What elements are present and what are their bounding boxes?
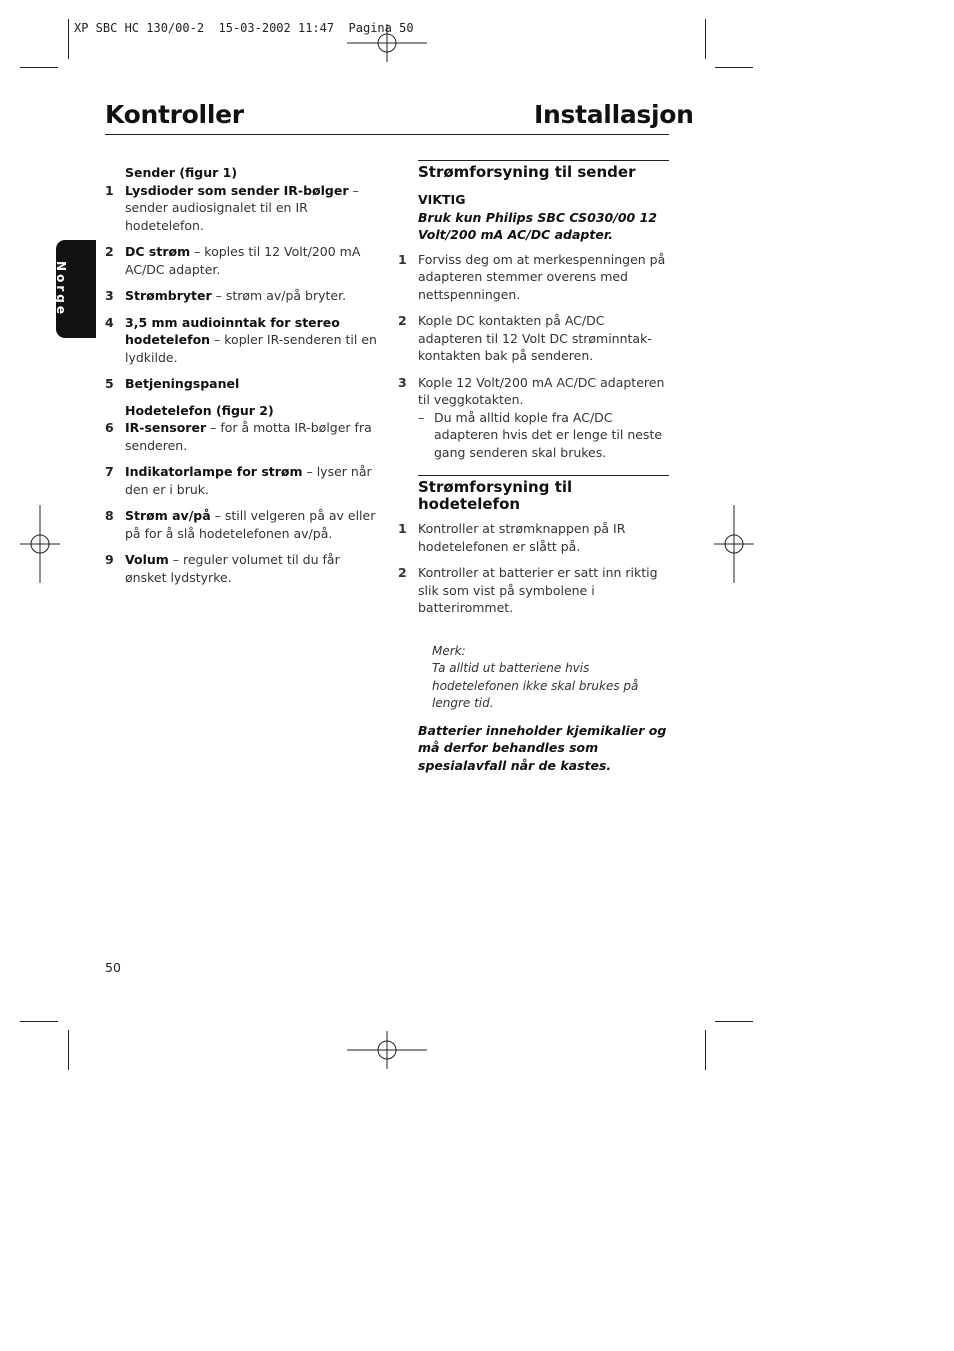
item-text: – for å motta IR-bølger fra senderen. xyxy=(125,420,372,453)
item-text: – strøm av/på bryter. xyxy=(211,288,347,303)
registration-mark-icon xyxy=(347,24,427,62)
item-term: DC strøm xyxy=(125,244,191,259)
warning-text: Batterier inneholder kjemikalier og må derfor behandles som spesialavfall når de kastes. xyxy=(418,722,667,773)
item-text: Kople 12 Volt/200 mA AC/DC adapteren til veggkotakten. xyxy=(418,374,665,407)
item-number: 1 xyxy=(398,251,407,267)
item-term: 3,5 mm audioinntak for stereo hodetelefon xyxy=(125,314,340,347)
crop-mark xyxy=(20,1021,58,1022)
item-term: Betjeningspanel xyxy=(125,376,240,391)
item-term: Lysdioder som sender IR-bølger xyxy=(125,182,349,198)
item-text: – reguler volumet til du får ønsket lydstyrke. xyxy=(125,552,340,585)
left-page-title: Kontroller xyxy=(105,100,244,129)
item-term: Volum xyxy=(125,552,169,567)
item-text: – sender audiosignalet til en IR hodetelefon. xyxy=(125,182,359,233)
item-number: 9 xyxy=(105,552,114,567)
crop-mark xyxy=(20,67,58,68)
item-term: Indikatorlampe for strøm xyxy=(125,464,303,479)
list-item xyxy=(105,375,385,393)
list-item xyxy=(105,287,385,305)
important-label: VIKTIG xyxy=(418,192,466,207)
list-item xyxy=(398,564,669,617)
item-text: – kopler IR-senderen til en lydkilde. xyxy=(125,332,377,365)
item-number: 8 xyxy=(105,508,114,523)
item-number: 1 xyxy=(105,182,114,198)
sender-heading: Sender (figur 1) xyxy=(125,165,238,180)
registration-mark-icon xyxy=(20,505,60,583)
steps-list xyxy=(398,520,669,617)
item-number: 3 xyxy=(105,288,114,303)
section-divider xyxy=(418,475,669,476)
list-item xyxy=(105,551,385,586)
item-number: 4 xyxy=(105,314,114,330)
item-text: Kontroller at strømknappen på IR hodetelefonen er slått på. xyxy=(418,521,626,554)
crop-mark xyxy=(68,19,69,59)
section-title: Strømforsyning til sender xyxy=(418,163,636,181)
item-text: – still velgeren på av eller på for å slå hodetelefonen av/på. xyxy=(125,508,376,541)
note-text: Ta alltid ut batteriene hvis hodetelefonen ikke skal brukes på lengre tid. xyxy=(432,661,639,710)
headphone-heading: Hodetelefon (figur 2) xyxy=(125,402,274,418)
item-number: 1 xyxy=(398,521,407,536)
dash-text: Du må alltid kople fra AC/DC adapteren hvis det er lenge til neste gang senderen skal brukes. xyxy=(434,409,663,460)
list-item xyxy=(105,507,385,542)
title-divider xyxy=(105,134,669,135)
list-item xyxy=(105,419,385,454)
right-page-title: Installasjon xyxy=(534,100,694,129)
list-item xyxy=(105,314,385,367)
item-number: 5 xyxy=(105,376,114,391)
crop-mark xyxy=(715,67,753,68)
crop-mark xyxy=(705,19,706,59)
list-item xyxy=(105,182,385,235)
list-item xyxy=(398,374,669,409)
page-number: 50 xyxy=(105,960,121,975)
item-number: 3 xyxy=(398,374,407,390)
list-item xyxy=(398,312,669,365)
section-title: Strømforsyning til hodetelefon xyxy=(418,478,573,513)
crop-mark xyxy=(68,1030,69,1070)
registration-mark-icon xyxy=(714,505,754,583)
dash-item xyxy=(398,409,669,462)
item-text: – koples til 12 Volt/200 mA AC/DC adapter. xyxy=(125,244,361,277)
steps-list xyxy=(398,251,669,462)
print-header: XP SBC HC 130/00-2 15-03-2002 11:47 Pagina 50 xyxy=(74,21,414,35)
item-text: Kontroller at batterier er satt inn riktig slik som vist på symbolene i batterirommet. xyxy=(418,565,658,615)
controls-column xyxy=(105,164,385,595)
note-label: Merk: xyxy=(432,643,466,658)
item-number: 2 xyxy=(398,565,407,580)
dash-bullet: – xyxy=(418,409,425,425)
registration-mark-icon xyxy=(347,1031,427,1069)
item-term: Strøm av/på xyxy=(125,508,211,523)
installation-column xyxy=(398,160,669,774)
item-number: 2 xyxy=(398,313,407,328)
list-item xyxy=(398,520,669,555)
item-term: Strømbryter xyxy=(125,288,212,303)
important-text: Bruk kun Philips SBC CS030/00 12 Volt/200 mA AC/DC adapter. xyxy=(418,209,657,242)
item-text: Kople DC kontakten på AC/DC adapteren til 12 Volt DC strøminntak-kontakten bak på senderen. xyxy=(418,313,652,363)
item-term: IR-sensorer xyxy=(125,420,207,435)
list-item xyxy=(105,463,385,498)
item-text: Forviss deg om at merkespenningen på adapteren stemmer overens med nettspenningen. xyxy=(418,251,666,302)
section-divider xyxy=(418,160,669,161)
language-tab-label: Norge xyxy=(54,261,68,317)
list-item xyxy=(105,243,385,278)
list-item xyxy=(398,251,669,304)
crop-mark xyxy=(705,1030,706,1070)
crop-mark xyxy=(715,1021,753,1022)
item-text: – lyser når den er i bruk. xyxy=(125,464,372,497)
item-number: 2 xyxy=(105,244,114,259)
item-number: 6 xyxy=(105,420,114,435)
item-number: 7 xyxy=(105,464,114,479)
